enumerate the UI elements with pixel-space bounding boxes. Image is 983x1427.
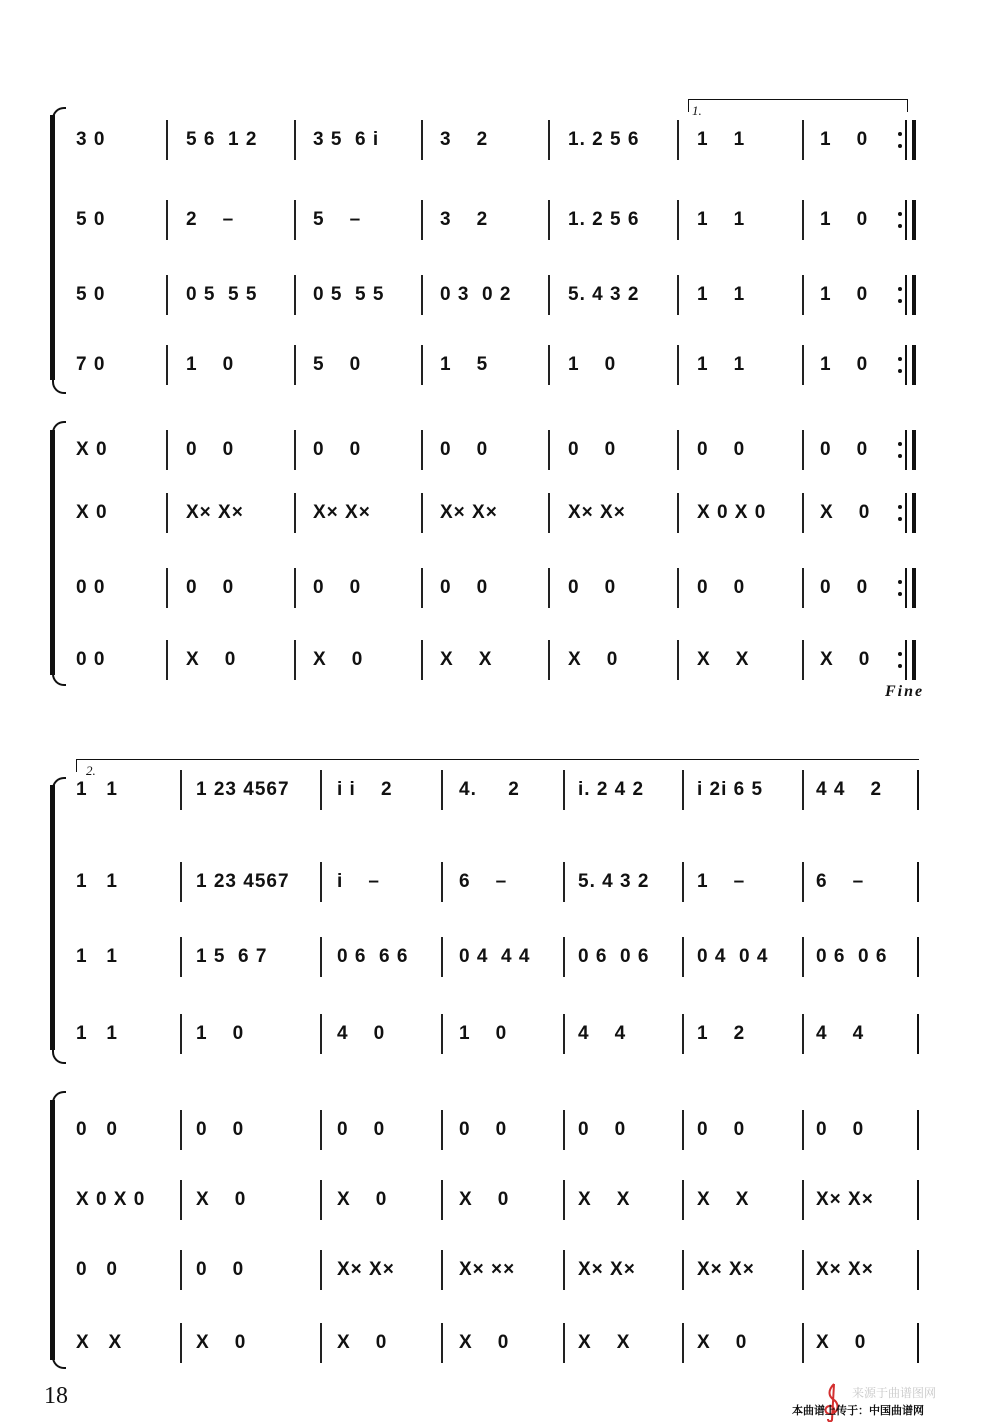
barline [802, 1323, 804, 1363]
measure-notes: 7 0 [76, 354, 106, 375]
measure-notes: 1. 2 5 6 [568, 209, 640, 230]
barline [802, 275, 804, 315]
measure-notes: 1 0 [196, 1023, 245, 1044]
measure-notes: X× X× [186, 502, 244, 523]
watermark-text: 来源于曲谱图网 [852, 1386, 937, 1400]
barline [682, 770, 684, 810]
barline [548, 493, 550, 533]
measure-notes: 1 1 [697, 354, 746, 375]
barline [441, 1323, 443, 1363]
barline [563, 1110, 565, 1150]
repeat-sign [898, 648, 903, 672]
barline [441, 1014, 443, 1054]
end-barline-thick [912, 430, 916, 470]
measure-notes: 1. 2 5 6 [568, 129, 640, 150]
end-barline [917, 1180, 919, 1220]
measure-notes: 1 0 [459, 1023, 508, 1044]
measure-notes: X× X× [568, 502, 626, 523]
barline [294, 345, 296, 385]
measure-notes: 0 0 [186, 439, 235, 460]
barline [802, 770, 804, 810]
bracket-top-curl [52, 1091, 66, 1107]
barline [682, 1323, 684, 1363]
end-barline-thick [912, 345, 916, 385]
barline [548, 120, 550, 160]
measure-notes: X× X× [697, 1259, 755, 1280]
barline [320, 1110, 322, 1150]
measure-notes: 1 1 [697, 209, 746, 230]
barline [802, 640, 804, 680]
measure-notes: X X [697, 1189, 750, 1210]
measure-notes: 1 0 [820, 129, 869, 150]
barline [682, 1014, 684, 1054]
barline [677, 345, 679, 385]
measure-notes: 1 0 [820, 284, 869, 305]
measure-notes: 0 0 [820, 577, 869, 598]
measure-notes: X× X× [313, 502, 371, 523]
measure-notes: X 0 [196, 1189, 247, 1210]
score-row [0, 1180, 983, 1220]
barline [180, 1180, 182, 1220]
measure-notes: 1 23 4567 [196, 779, 290, 800]
barline [677, 430, 679, 470]
score-row [0, 200, 983, 240]
end-barline [917, 937, 919, 977]
score-row [0, 430, 983, 470]
end-barline [905, 200, 907, 240]
score-row [0, 120, 983, 160]
measure-notes: 1 1 [697, 129, 746, 150]
repeat-sign [898, 128, 903, 152]
measure-notes: X× X× [440, 502, 498, 523]
score-system-1 [0, 95, 983, 705]
score-row [0, 862, 983, 902]
measure-notes: 0 6 6 6 [337, 946, 409, 967]
measure-notes: X 0 X 0 [697, 502, 767, 523]
measure-notes: X 0 [820, 649, 871, 670]
measure-notes: 5 – [313, 209, 362, 230]
measure-notes: 0 0 [816, 1119, 865, 1140]
measure-notes: 4 0 [337, 1023, 386, 1044]
barline [320, 937, 322, 977]
measure-notes: X 0 [313, 649, 364, 670]
first-ending-bracket [688, 99, 908, 112]
measure-notes: 3 2 [440, 209, 489, 230]
score-row [0, 770, 983, 810]
barline [563, 770, 565, 810]
barline [180, 1014, 182, 1054]
measure-notes: 0 0 [568, 577, 617, 598]
end-barline-thick [912, 568, 916, 608]
measure-notes: 5. 4 3 2 [568, 284, 640, 305]
repeat-sign [898, 576, 903, 600]
barline [166, 200, 168, 240]
measure-notes: 0 4 4 4 [459, 946, 531, 967]
end-barline [905, 345, 907, 385]
measure-notes: X 0 X 0 [76, 1189, 146, 1210]
measure-notes: 1 1 [76, 1023, 118, 1044]
barline [802, 937, 804, 977]
measure-notes: 0 5 5 5 [313, 284, 385, 305]
barline [677, 120, 679, 160]
barline [180, 1323, 182, 1363]
barline [441, 1110, 443, 1150]
measure-notes: 3 5 6 i [313, 129, 380, 150]
barline [802, 345, 804, 385]
measure-notes: 4 4 [578, 1023, 627, 1044]
barline [421, 493, 423, 533]
barline [294, 275, 296, 315]
barline [180, 1110, 182, 1150]
score-system-2 [0, 755, 983, 1365]
barline [441, 770, 443, 810]
score-row [0, 275, 983, 315]
measure-notes: 0 0 [196, 1119, 245, 1140]
measure-notes: 0 5 5 5 [186, 284, 258, 305]
end-barline [905, 568, 907, 608]
barline [320, 770, 322, 810]
score-row [0, 1323, 983, 1363]
measure-notes: 0 0 [76, 1259, 118, 1280]
end-barline [905, 430, 907, 470]
barline [563, 1014, 565, 1054]
measure-notes: 0 0 [697, 577, 746, 598]
barline [294, 200, 296, 240]
barline [441, 937, 443, 977]
measure-notes: 0 0 [697, 1119, 746, 1140]
barline [294, 640, 296, 680]
measure-notes: X 0 [337, 1189, 388, 1210]
measure-notes: 6 – [816, 871, 865, 892]
barline [802, 120, 804, 160]
footer-source-note: 本曲谱上传于：中国曲谱网 [792, 1405, 924, 1417]
barline [166, 493, 168, 533]
barline [180, 1250, 182, 1290]
score-row [0, 568, 983, 608]
measure-notes: 0 0 [196, 1259, 245, 1280]
barline [682, 937, 684, 977]
barline [421, 345, 423, 385]
barline [682, 1110, 684, 1150]
fine-marking: Fine [885, 683, 925, 700]
measure-notes: X X [578, 1189, 631, 1210]
barline [548, 430, 550, 470]
measure-notes: 1 23 4567 [196, 871, 290, 892]
barline [682, 1250, 684, 1290]
measure-notes: 1 2 [697, 1023, 746, 1044]
barline [421, 568, 423, 608]
measure-notes: X X [697, 649, 750, 670]
measure-notes: 1 1 [76, 946, 118, 967]
measure-notes: X 0 [820, 502, 871, 523]
barline [320, 1250, 322, 1290]
measure-notes: 0 6 0 6 [816, 946, 888, 967]
barline [320, 862, 322, 902]
barline [548, 345, 550, 385]
score-row [0, 1250, 983, 1290]
score-row [0, 1014, 983, 1054]
measure-notes: 0 0 [76, 577, 106, 598]
measure-notes: 5 0 [76, 209, 106, 230]
measure-notes: X X [76, 1332, 123, 1353]
barline [180, 862, 182, 902]
measure-notes: X X [578, 1332, 631, 1353]
barline [802, 1014, 804, 1054]
barline [802, 1180, 804, 1220]
barline [802, 1250, 804, 1290]
barline [441, 862, 443, 902]
measure-notes: 1 1 [76, 779, 118, 800]
barline [294, 120, 296, 160]
measure-notes: 5. 4 3 2 [578, 871, 650, 892]
barline [802, 1110, 804, 1150]
measure-notes: X 0 [186, 649, 237, 670]
measure-notes: 1 5 [440, 354, 489, 375]
measure-notes: i – [337, 871, 380, 892]
measure-notes: X× ×× [459, 1259, 516, 1280]
measure-notes: X 0 [568, 649, 619, 670]
measure-notes: X× X× [816, 1259, 874, 1280]
measure-notes: 0 6 0 6 [578, 946, 650, 967]
measure-notes: X× X× [578, 1259, 636, 1280]
measure-notes: 0 0 [568, 439, 617, 460]
measure-notes: 0 0 [186, 577, 235, 598]
barline [563, 1180, 565, 1220]
measure-notes: X 0 [76, 439, 108, 460]
measure-notes: 0 0 [820, 439, 869, 460]
measure-notes: X X [440, 649, 493, 670]
measure-notes: 0 0 [313, 577, 362, 598]
first-ending-label: 1. [692, 103, 702, 118]
measure-notes: 0 0 [440, 439, 489, 460]
measure-notes: 0 3 0 2 [440, 284, 512, 305]
end-barline [917, 770, 919, 810]
measure-notes: i. 2 4 2 [578, 779, 645, 800]
barline [677, 275, 679, 315]
repeat-sign [898, 438, 903, 462]
measure-notes: 6 – [459, 871, 508, 892]
barline [421, 640, 423, 680]
barline [677, 640, 679, 680]
measure-notes: 1 0 [820, 209, 869, 230]
barline [563, 1250, 565, 1290]
repeat-sign [898, 353, 903, 377]
barline [548, 568, 550, 608]
measure-notes: 1 0 [186, 354, 235, 375]
barline [421, 275, 423, 315]
barline [682, 862, 684, 902]
barline [166, 345, 168, 385]
barline [180, 770, 182, 810]
end-barline [917, 862, 919, 902]
measure-notes: 1 0 [820, 354, 869, 375]
barline [563, 937, 565, 977]
barline [180, 937, 182, 977]
measure-notes: i 2i 6 5 [697, 779, 764, 800]
end-barline [905, 275, 907, 315]
measure-notes: 4 4 [816, 1023, 865, 1044]
end-barline-thick [912, 493, 916, 533]
barline [441, 1250, 443, 1290]
measure-notes: 5 6 1 2 [186, 129, 258, 150]
second-ending-label: 2. [86, 763, 96, 778]
repeat-sign [898, 283, 903, 307]
measure-notes: X× X× [816, 1189, 874, 1210]
measure-notes: 0 0 [697, 439, 746, 460]
end-barline [905, 493, 907, 533]
barline [677, 200, 679, 240]
barline [421, 430, 423, 470]
upper-group-bracket [50, 785, 55, 1050]
measure-notes: 0 0 [337, 1119, 386, 1140]
page-number: 18 [44, 1383, 68, 1409]
measure-notes: 1 – [697, 871, 746, 892]
measure-notes: i i 2 [337, 779, 393, 800]
score-row [0, 1110, 983, 1150]
measure-notes: X 0 [459, 1332, 510, 1353]
barline [802, 430, 804, 470]
end-barline-thick [912, 200, 916, 240]
measure-notes: X 0 [196, 1332, 247, 1353]
measure-notes: X× X× [337, 1259, 395, 1280]
barline [166, 430, 168, 470]
measure-notes: 0 4 0 4 [697, 946, 769, 967]
repeat-sign [898, 208, 903, 232]
measure-notes: X 0 [76, 502, 108, 523]
measure-notes: 1 1 [76, 871, 118, 892]
barline [294, 493, 296, 533]
barline [548, 640, 550, 680]
measure-notes: X 0 [816, 1332, 867, 1353]
end-barline [917, 1110, 919, 1150]
end-barline-thick [912, 275, 916, 315]
end-barline [917, 1250, 919, 1290]
barline [421, 200, 423, 240]
measure-notes: 3 0 [76, 129, 106, 150]
barline [166, 568, 168, 608]
barline [294, 430, 296, 470]
score-row [0, 640, 983, 680]
score-row [0, 345, 983, 385]
barline [320, 1014, 322, 1054]
measure-notes: 0 0 [76, 649, 106, 670]
measure-notes: 4 4 2 [816, 779, 883, 800]
barline [166, 120, 168, 160]
barline [563, 1323, 565, 1363]
measure-notes: 0 0 [440, 577, 489, 598]
barline [320, 1323, 322, 1363]
end-barline [917, 1014, 919, 1054]
end-barline [917, 1323, 919, 1363]
measure-notes: 1 5 6 7 [196, 946, 268, 967]
end-barline-thick [912, 640, 916, 680]
barline [421, 120, 423, 160]
barline [802, 493, 804, 533]
measure-notes: X 0 [697, 1332, 748, 1353]
barline [320, 1180, 322, 1220]
barline [563, 862, 565, 902]
barline [682, 1180, 684, 1220]
score-row [0, 493, 983, 533]
barline [548, 275, 550, 315]
measure-notes: X 0 [337, 1332, 388, 1353]
measure-notes: 0 0 [313, 439, 362, 460]
measure-notes: 2 – [186, 209, 235, 230]
measure-notes: 4. 2 [459, 779, 520, 800]
measure-notes: 1 0 [568, 354, 617, 375]
barline [294, 568, 296, 608]
barline [166, 640, 168, 680]
barline [802, 568, 804, 608]
measure-notes: 0 0 [76, 1119, 118, 1140]
measure-notes: 0 0 [459, 1119, 508, 1140]
end-barline [905, 640, 907, 680]
barline [548, 200, 550, 240]
measure-notes: 1 1 [697, 284, 746, 305]
barline [677, 568, 679, 608]
score-row [0, 937, 983, 977]
end-barline-thick [912, 120, 916, 160]
measure-notes: 5 0 [313, 354, 362, 375]
measure-notes: 3 2 [440, 129, 489, 150]
repeat-sign [898, 501, 903, 525]
measure-notes: 5 0 [76, 284, 106, 305]
barline [166, 275, 168, 315]
measure-notes: X 0 [459, 1189, 510, 1210]
barline [802, 200, 804, 240]
barline [802, 862, 804, 902]
end-barline [905, 120, 907, 160]
measure-notes: 0 0 [578, 1119, 627, 1140]
barline [441, 1180, 443, 1220]
barline [677, 493, 679, 533]
